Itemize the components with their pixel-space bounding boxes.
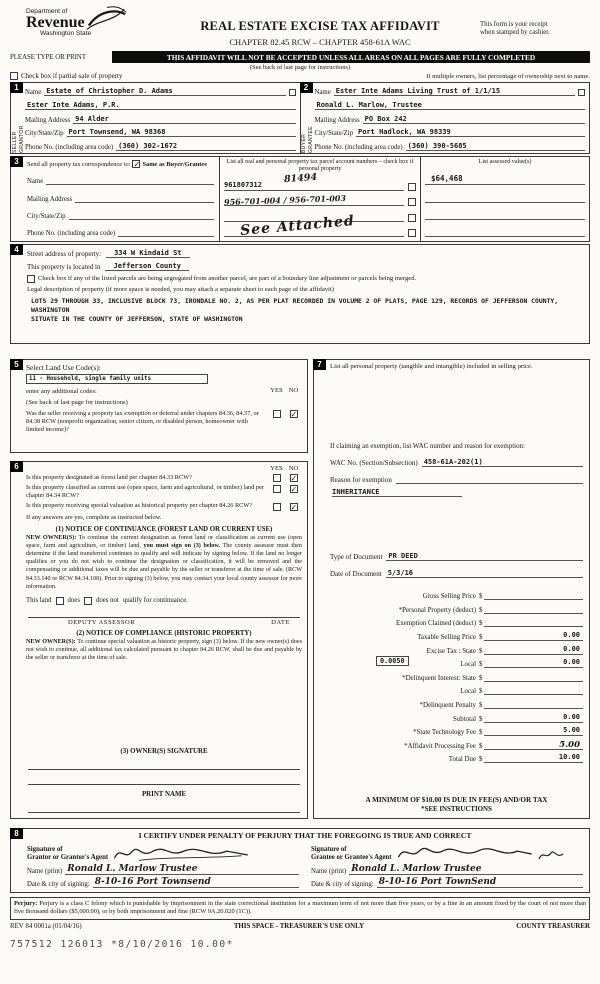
parcel-2-personal-checkbox[interactable]: [408, 198, 416, 206]
gross-selling-price-label: Gross Selling Price: [422, 593, 476, 601]
section-6: [10, 461, 308, 819]
section-5-number: 5: [10, 359, 23, 370]
excise-tax-local-field[interactable]: 0.00: [484, 658, 583, 668]
notice-compliance-title: (2) NOTICE OF COMPLIANCE (HISTORIC PROPERTY): [76, 629, 252, 637]
multiple-owners-note: If multiple owners, list percentage of ownership next to name.: [426, 72, 590, 80]
form-chapter: CHAPTER 82.45 RCW – CHAPTER 458-61A WAC: [229, 37, 411, 47]
assessed-values-header: List assessed value(s): [478, 159, 532, 165]
see-back-instructions-5: (See back of last page for instructions): [26, 398, 128, 406]
certify-statement: I CERTIFY UNDER PENALTY OF PERJURY THAT THE FOREGOING IS TRUE AND CORRECT: [138, 831, 472, 840]
corr-mailing-field[interactable]: [75, 194, 214, 203]
deferral-question: Was the seller receiving a property tax exemption or deferral under chapters 84.36, 84.37, or 84.38 RCW (nonprofit organization, senior citizen, or disabled person, homeowner with limited income)?: [26, 410, 259, 434]
segregated-checkbox[interactable]: [27, 275, 35, 283]
reason-value[interactable]: INHERITANCE: [332, 487, 462, 497]
notice1-body-1: To continue the current designation as forest land or classification as current use (open space, farm and agriculture, or timber) land,: [26, 534, 302, 549]
additional-codes-block: [26, 387, 268, 408]
subtotal-label: Subtotal: [453, 715, 476, 723]
seller-ownership-pct-box[interactable]: [289, 89, 296, 96]
corr-city-label: City/State/Zip: [27, 212, 66, 220]
notice1-bold: you must sign on (3) below.: [143, 543, 220, 549]
warning-bar: THIS AFFIDAVIT WILL NOT BE ACCEPTED UNLESS ALL AREAS ON ALL PAGES ARE FULLY COMPLETED: [112, 51, 590, 63]
same-as-buyer-checkbox[interactable]: ✓: [133, 160, 141, 169]
if-yes-note: If any answers are yes, complete as instructed below.: [26, 513, 162, 521]
assessed-value-2[interactable]: [425, 192, 585, 203]
total-due-label: Total Due: [448, 756, 476, 764]
no-header-5: NO: [288, 387, 299, 394]
seller-word: SELLER: [11, 131, 18, 153]
notice2-body: To continue special valuation as historic property, sign (3) below. If the new owner(s) does not wish to continue, all additional tax calculated pursuant to chapter 84.26 RCW, shall be due and payable by the seller or transferor at the time of sale.: [26, 638, 302, 661]
historic-yes-checkbox[interactable]: [273, 503, 281, 511]
perjury-notice: [10, 897, 590, 920]
same-as-buyer-label: Same as Buyer/Grantee: [142, 160, 208, 168]
seller-name-field[interactable]: Estate of Christopher D. Adams: [44, 87, 285, 96]
state-technology-fee-label: *State Technology Fee: [413, 729, 476, 737]
corr-mailing-label: Mailing Address: [27, 195, 73, 203]
buyer-mailing-field[interactable]: PO Box 242: [363, 115, 585, 124]
grantee-word: GRANTEE: [308, 126, 314, 153]
logo-revenue: Revenue: [26, 14, 85, 31]
wac-number-field[interactable]: 458-61A-202(1): [422, 458, 583, 467]
delinquent-penalty-label: *Delinquent Penalty: [419, 702, 476, 710]
grantee-name-print-label: Name (print): [311, 868, 347, 875]
segregated-label: Check box if any of the listed parcels are being segregated from another parcel, are part of a boundary line adjustment or parcels being merged.: [38, 275, 417, 282]
notice2-intro: NEW OWNER(S):: [26, 638, 76, 645]
parcel-1-field[interactable]: [224, 171, 404, 191]
located-county-value[interactable]: Jefferson County: [105, 262, 188, 271]
deputy-assessor-row: [28, 617, 300, 626]
yes-header-6: YES: [270, 465, 283, 472]
grantee-signature-block: [311, 842, 583, 888]
grantor-signature[interactable]: [111, 842, 251, 864]
buyer-fields: [315, 83, 590, 153]
yes-header-5: YES: [270, 387, 283, 394]
county-treasurer-label: COUNTY TREASURER: [516, 922, 590, 930]
grantor-name-field[interactable]: Ronald L. Marlow Trustee: [65, 864, 299, 875]
see-back-note: (See back of last page for instructions): [249, 64, 351, 71]
legal-text-line-1: LOTS 29 THROUGH 33, INCLUSIVE BLOCK 73, IRONDALE NO. 2, AS PER PLAT RECORDED IN VOLUME 2 OF PLATS, PAGE 129, RECORDS OF JEFFERSON COUNTY, WASHINGTON: [31, 297, 559, 314]
excise-tax-computation: Gross Selling Price $ *Personal Property (deduct) $ Exemption Claimed (deduct) $ Taxable Selling Price $ 0.00 Excise Tax : State $ 0.00 0.0050 Local $ 0.00 *Delinquent Interest: State $ Local $ *Delinquent Penalty $ Subtotal $ 0.00 *State Technology Fee $ 5.00 *Affidavit Processing Fee $ 5.00 Total Due $ 10.00: [330, 587, 583, 764]
parcel-numbers-block: [219, 157, 421, 241]
section-8-number: 8: [10, 828, 23, 839]
section-2-number: 2: [300, 82, 313, 93]
taxable-selling-price-label: Taxable Selling Price: [417, 634, 476, 642]
grantee-date-city-label: Date & city of signing:: [311, 881, 374, 888]
local-rate-value: 0.0050: [376, 656, 409, 666]
qualify-label: qualify for continuance.: [122, 597, 188, 605]
receipt-line-2: when stamped by cashier.: [480, 29, 550, 37]
assessed-value-1[interactable]: $64,468: [425, 174, 585, 185]
buyer-city-label: City/State/Zip: [314, 130, 354, 138]
legal-description-text: [31, 297, 583, 324]
additional-codes-label: enter any additional codes:: [26, 388, 97, 395]
owner-signature-line-1[interactable]: [28, 755, 300, 770]
grantor-name-print-label: Name (print): [27, 868, 63, 875]
seller-name-label: Name: [25, 89, 42, 96]
forest-no-checkbox[interactable]: ✓: [290, 474, 298, 484]
parties-row: [10, 82, 590, 154]
grantor-date-city-label: Date & city of signing:: [27, 881, 90, 888]
doc-date-field[interactable]: 5/3/16: [386, 569, 583, 578]
deputy-date-label: DATE: [271, 618, 290, 626]
delinquent-interest-state-field[interactable]: [484, 672, 583, 682]
notice-continuance-title: (1) NOTICE OF CONTINUANCE (FOREST LAND OR CURRENT USE): [55, 525, 273, 533]
exemption-claimed-label: Exemption Claimed (deduct): [396, 620, 476, 628]
delinquent-interest-local-label: Local: [460, 688, 476, 696]
subtotal-field[interactable]: 0.00: [484, 713, 583, 723]
personal-property-deduct-field[interactable]: [484, 604, 583, 614]
notice1-intro: NEW OWNER(S):: [26, 534, 77, 541]
grantee-signature[interactable]: [394, 842, 534, 864]
grantee-signature-overflow-mark: [537, 848, 565, 862]
logo-washington-state: Washington State: [40, 30, 92, 37]
total-due-field[interactable]: 10.00: [484, 753, 583, 763]
notice-compliance-body: [26, 638, 302, 662]
cashier-stamp: 757512 126013 *8/10/2016 10.00*: [10, 938, 234, 950]
doc-type-field[interactable]: PR DEED: [386, 552, 583, 561]
buyer-name-field[interactable]: Ester Inte Adams Living Trust of 1/1/15: [334, 87, 575, 96]
exemption-claimed-field[interactable]: [484, 617, 583, 627]
revenue-swoosh-icon: [86, 5, 128, 31]
deputy-assessor-label: DEPUTY ASSESSOR: [68, 618, 136, 626]
legal-description-label: Legal description of property (if more space is needed, you may attach a separate sheet to each page of the affidavit): [27, 286, 334, 293]
state-technology-fee-field[interactable]: 5.00: [484, 726, 583, 736]
see-attached-note: See Attached: [239, 213, 356, 239]
partial-sale-checkbox[interactable]: [10, 72, 18, 80]
seller-name2-field[interactable]: Ester Inte Adams, P.R.: [25, 101, 296, 110]
yes-no-headers-6: [26, 465, 302, 472]
reason-field[interactable]: [396, 475, 583, 484]
form-rev-number: REV 84 0001a (01/04/16): [10, 922, 82, 930]
perjury-bold: Perjury:: [14, 900, 38, 907]
seller-grantor-side-label: [11, 83, 25, 153]
seller-city-label: City/State/Zip: [25, 130, 64, 138]
section-4: [10, 244, 590, 344]
doc-date-label: Date of Document: [330, 569, 382, 578]
excise-tax-state-label: Excise Tax : State: [426, 647, 476, 655]
affidavit-processing-fee-field[interactable]: 5.00: [484, 740, 583, 750]
seller-section: [11, 83, 300, 153]
delinquent-interest-local-field[interactable]: [484, 685, 583, 695]
seller-city-field[interactable]: Port Townsend, WA 98368: [67, 128, 296, 137]
section-3-number: 3: [10, 156, 23, 167]
buyer-phone-field[interactable]: (360) 390-5685: [406, 142, 585, 151]
yes-no-headers-5: [268, 387, 302, 408]
buyer-name2-field[interactable]: Ronald L. Marlow, Trustee: [315, 101, 586, 110]
print-name-line-1[interactable]: [28, 798, 300, 813]
exemption-intro: If claiming an exemption, list WAC number and reason for exemption:: [330, 442, 525, 450]
title-block: [160, 8, 480, 47]
corr-city-field[interactable]: [69, 211, 214, 220]
parcel-2-handwritten: 956-701-004 / 956-701-003: [223, 193, 347, 208]
form-title: REAL ESTATE EXCISE TAX AFFIDAVIT: [200, 19, 440, 33]
send-correspondence-label: Send all property tax correspondence to:: [27, 160, 131, 168]
section-1-number: 1: [10, 82, 23, 93]
this-land-label: This land: [26, 597, 52, 605]
legal-text-line-2: SITUATE IN THE COUNTY OF JEFFERSON, STATE OF WASHINGTON: [31, 314, 243, 323]
parcel-3-personal-checkbox[interactable]: [408, 214, 416, 222]
section-8: [10, 828, 590, 893]
grantee-signature-label: Signature of Grantee or Grantee's Agent: [311, 845, 392, 861]
parcel-1-handwritten: 81494: [283, 171, 318, 186]
delinquent-penalty-field[interactable]: [484, 699, 583, 709]
grantor-signature-label: Signature of Grantor or Grantor's Agent: [27, 845, 109, 861]
grantee-name-field[interactable]: Ronald L. Marlow Trustee: [349, 864, 583, 875]
corr-name-label: Name: [27, 178, 44, 186]
correspondence-block: [11, 157, 219, 241]
does-label: does: [67, 597, 80, 605]
minimum-due-note: A MINIMUM OF $10.00 IS DUE IN FEE(S) AND/OR TAX: [365, 796, 548, 804]
parcel-4-personal-checkbox[interactable]: [408, 229, 416, 237]
corr-phone-label: Phone No. (including area code): [27, 230, 116, 237]
reason-label: Reason for exemption: [330, 475, 392, 484]
treasurer-space-label: THIS SPACE - TREASURER'S USE ONLY: [233, 922, 365, 930]
seller-phone-label: Phone No. (including area code): [25, 144, 114, 151]
continuance-qualify-row: [26, 597, 302, 605]
receipt-note: [480, 8, 590, 38]
seller-mailing-field[interactable]: 94 Alder: [73, 115, 295, 124]
perjury-text: Perjury is a class C felony which is punishable by imprisonment in the state correctional institution for a maximum term of not more than five years, or by a fine in an amount fixed by the court of not more than five thousand dollars ($5,000.00), or by both imprisonment and fine (RCW 9A.20.020 (1C)).: [14, 900, 586, 916]
parcel-2-field[interactable]: [224, 195, 404, 206]
land-does-checkbox[interactable]: [56, 597, 64, 605]
assessed-value-4[interactable]: [425, 226, 585, 237]
warning-row: [10, 51, 590, 63]
land-use-title: Select Land Use Code(s):: [26, 363, 101, 372]
buyer-mailing-label: Mailing Address: [314, 116, 360, 124]
buyer-name-label: Name: [314, 89, 331, 96]
parcel-numbers-header: List all real and personal property tax parcel account numbers – check box if personal property: [226, 159, 414, 173]
middle-columns: [10, 359, 590, 819]
forest-land-question: Is this property designated as forest land per chapter 84.33 RCW?: [26, 474, 192, 481]
seller-fields: [25, 83, 300, 153]
please-type-or-print: PLEASE TYPE OR PRINT: [10, 53, 86, 61]
corr-name-field[interactable]: [46, 176, 214, 185]
taxable-selling-price-field[interactable]: 0.00: [484, 631, 583, 641]
current-use-question: Is this property classified as current use (open space, farm and agricultural, or timber) land per chapter 84.34 RCW?: [26, 484, 264, 500]
assessed-values-block: [421, 157, 589, 241]
grantor-word: GRANTOR: [18, 125, 25, 153]
affidavit-processing-fee-label: *Affidavit Processing Fee: [404, 742, 476, 750]
partial-sale-row: [10, 72, 590, 80]
grantee-date-city-field[interactable]: 8-10-16 Port TownSend: [377, 877, 583, 888]
section-7-number: 7: [313, 359, 326, 370]
owners-signature-title: (3) OWNER(S) SIGNATURE: [120, 748, 208, 755]
section-7: [313, 359, 590, 819]
delinquent-interest-state-label: *Delinquent Interest: State: [402, 674, 476, 682]
print-name-title: PRINT NAME: [141, 791, 187, 798]
grantor-date-city-field[interactable]: 8-10-16 Port Townsend: [93, 877, 299, 888]
owner-signature-line-2[interactable]: [28, 770, 300, 785]
buyer-word: BUYER: [301, 133, 307, 153]
buyer-phone-label: Phone No. (including area code): [314, 144, 403, 151]
buyer-city-field[interactable]: Port Hadlock, WA 98339: [356, 128, 585, 137]
excise-tax-local-label: Local: [460, 661, 476, 669]
no-header-6: NO: [288, 465, 299, 472]
current-use-yes-checkbox[interactable]: [273, 485, 281, 493]
land-use-code-field[interactable]: 11 - Household, single family units: [26, 374, 208, 384]
section-4-number: 4: [10, 244, 23, 255]
gross-selling-price-field[interactable]: [484, 590, 583, 600]
does-not-label: does not: [95, 597, 119, 605]
deferral-yes-checkbox[interactable]: [273, 410, 281, 418]
seller-mailing-label: Mailing Address: [25, 116, 71, 124]
footer-row: [10, 923, 590, 930]
personal-property-label: List all personal property (tangible and intangible) included in selling price.: [330, 363, 533, 370]
buyer-section: [300, 83, 590, 153]
doc-type-label: Type of Document: [330, 552, 383, 561]
seller-phone-field[interactable]: (360) 302-1672: [116, 142, 295, 151]
grantor-signature-block: [27, 842, 299, 888]
parcel-1-personal-checkbox[interactable]: [408, 183, 416, 191]
assessed-value-3[interactable]: [425, 209, 585, 220]
historic-question: Is this property receiving special valuation as historical property per chapter 84.26 RCW?: [26, 502, 253, 510]
notice-continuance-body: [26, 534, 302, 591]
wac-label: WAC No. (Section/Subsection): [330, 458, 418, 467]
parcel-1-value: 961807312: [224, 180, 262, 189]
historic-no-checkbox[interactable]: ✓: [290, 502, 298, 512]
located-in-label: This property is located in: [27, 263, 101, 271]
forest-yes-checkbox[interactable]: [273, 474, 281, 482]
buyer-grantee-side-label: [301, 83, 315, 153]
buyer-ownership-pct-box[interactable]: [578, 89, 585, 96]
see-instructions-note: *SEE INSTRUCTIONS: [421, 806, 492, 813]
street-address-value[interactable]: 334 W Kindaid St: [106, 249, 189, 258]
logo-department-of: Department of: [26, 8, 68, 15]
corr-phone-field[interactable]: [118, 228, 214, 237]
personal-property-deduct-label: *Personal Property (deduct): [398, 606, 476, 614]
deferral-no-checkbox[interactable]: ✓: [290, 410, 298, 420]
section-5: [10, 359, 308, 453]
excise-tax-state-field[interactable]: 0.00: [484, 645, 583, 655]
section-6-number: 6: [10, 461, 23, 472]
land-does-not-checkbox[interactable]: [84, 597, 92, 605]
form-header: [10, 8, 590, 48]
current-use-no-checkbox[interactable]: ✓: [290, 484, 298, 494]
street-address-label: Street address of property:: [27, 250, 102, 258]
left-column: [10, 359, 308, 819]
receipt-line-1: This form is your receipt: [480, 21, 548, 28]
partial-sale-label: Check box if partial sale of property: [21, 72, 123, 80]
dor-logo: [10, 8, 160, 48]
section-3: [10, 156, 590, 242]
notice1-body-2: The county assessor must then determine if the land transferred continues to qualify and will indicate by signing below. If the land no longer qualifies or you do not wish to continue the designation or classification, it will be removed and the compensating or additional taxes will be due and payable by the seller or transferor at the time of sale. (RCW 84.33.140 or RCW 84.34.108). Prior to signing (3) below, you may contact your local county assessor for more information.: [26, 543, 302, 590]
